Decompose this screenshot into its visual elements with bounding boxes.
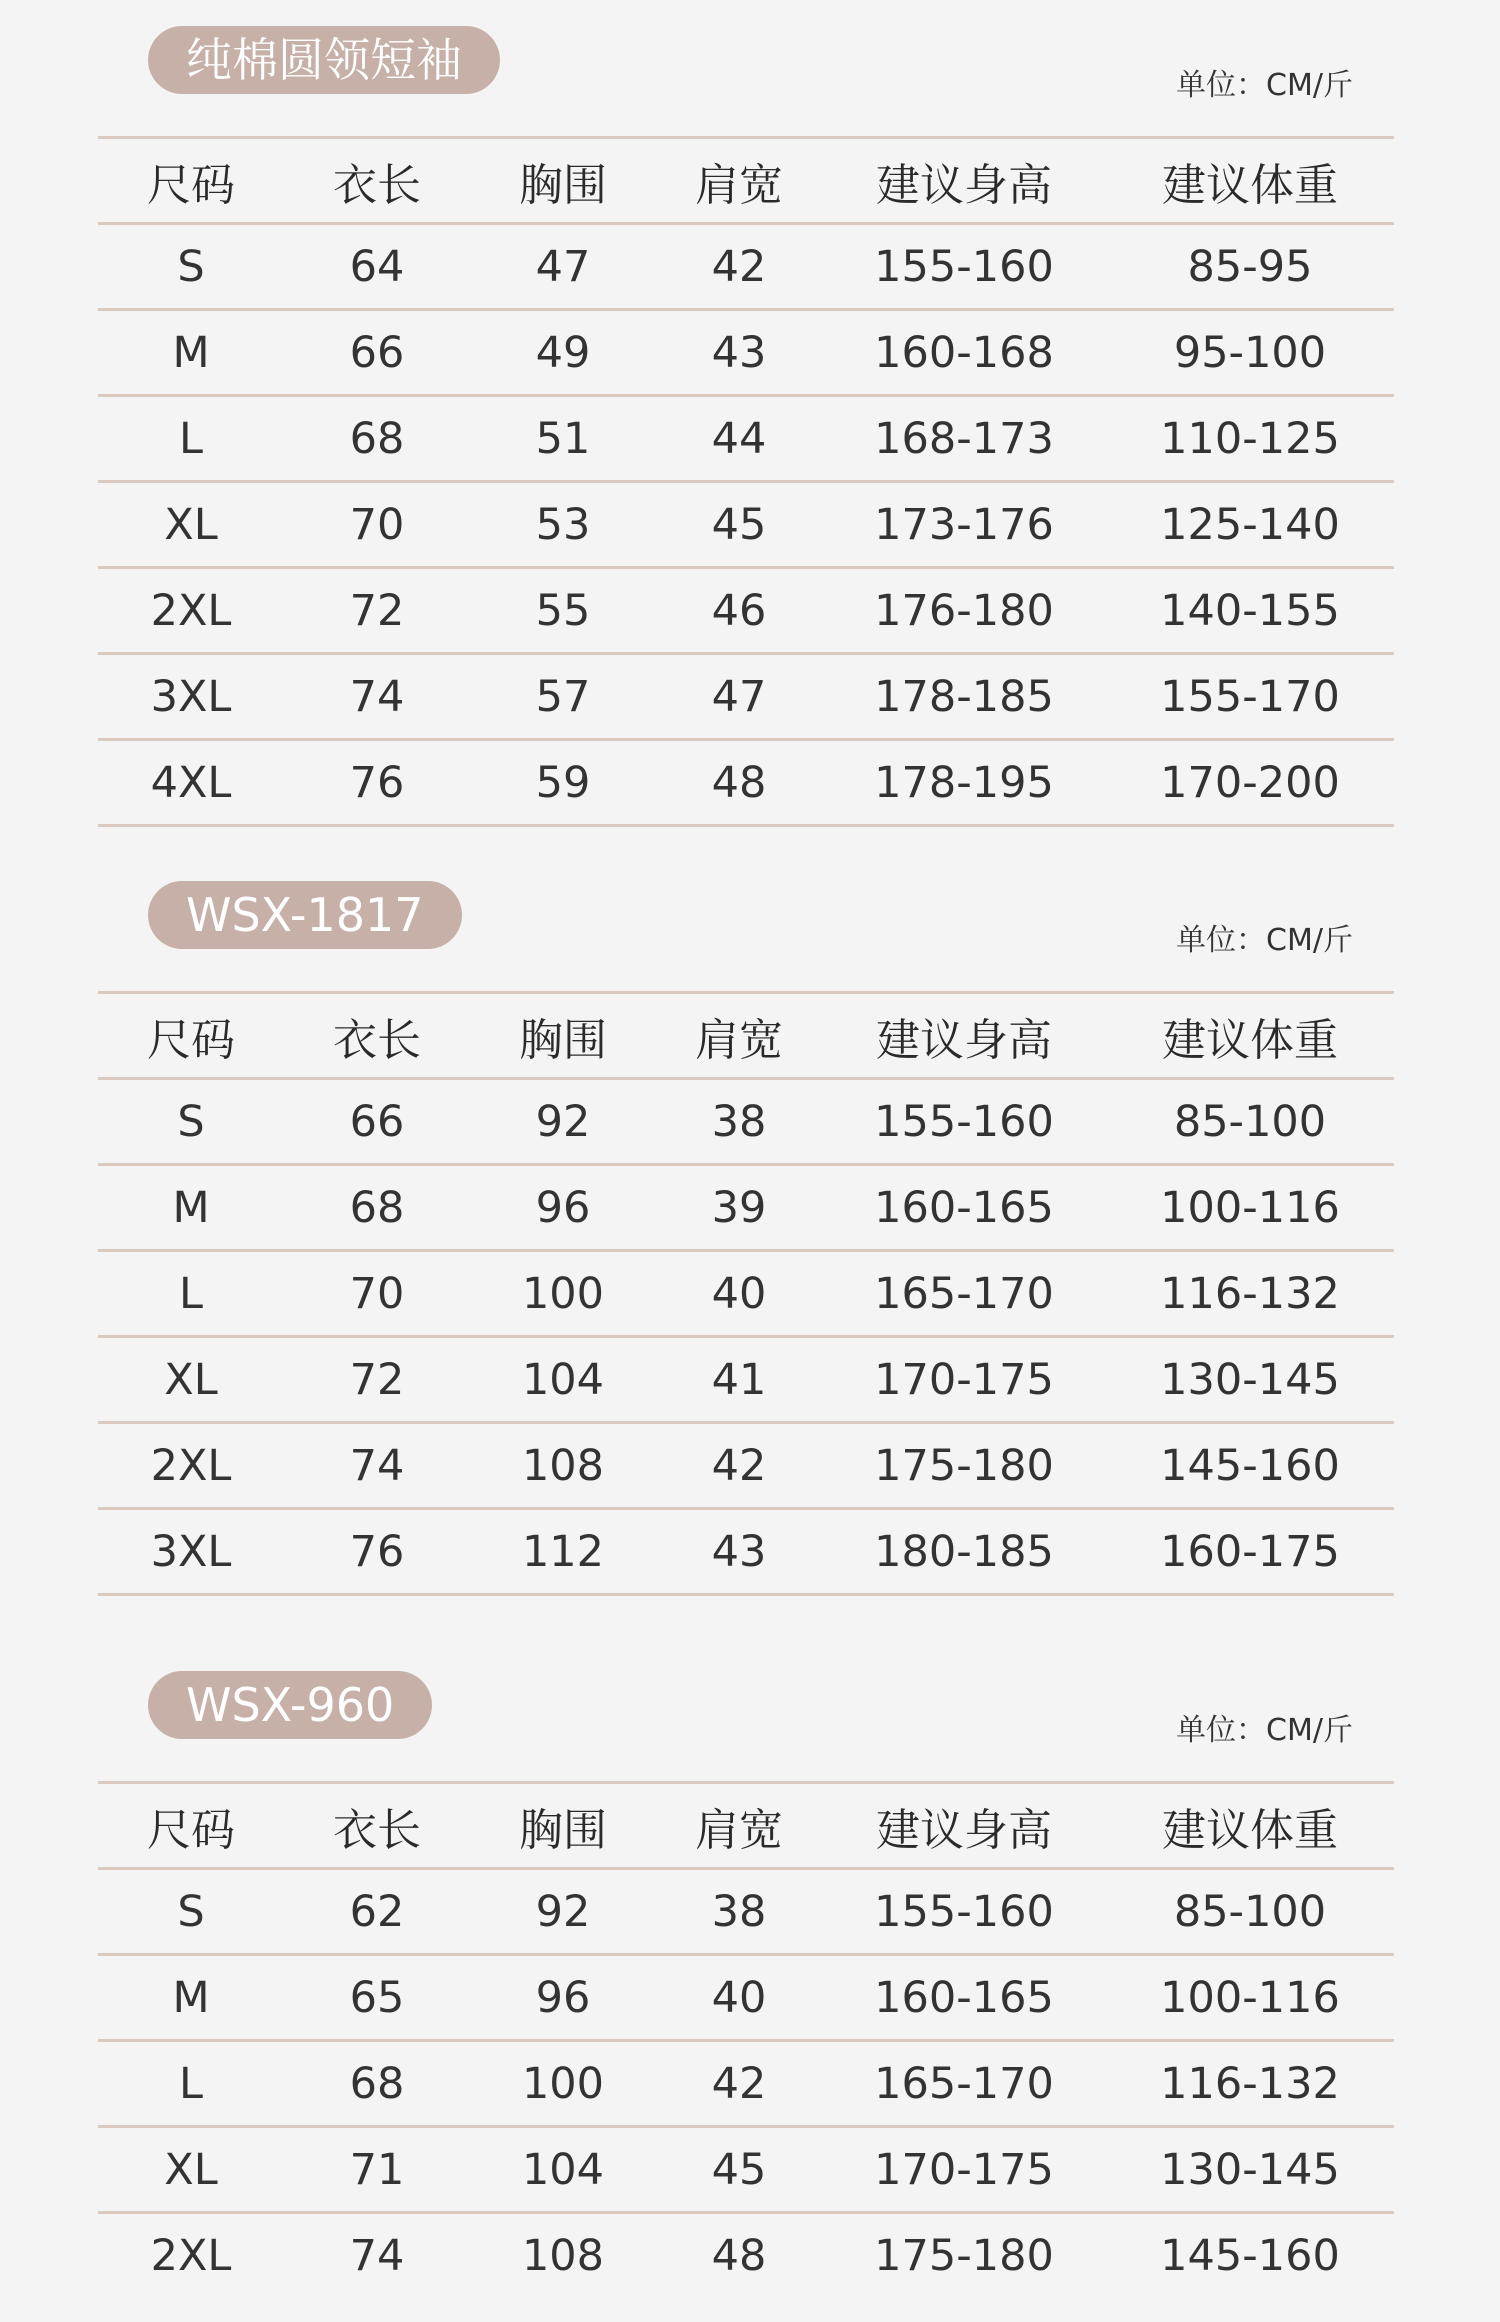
header-size: 尺码: [98, 138, 284, 224]
size-table: [98, 1781, 1394, 2297]
cell-weight: 130-145: [1106, 1337, 1394, 1423]
cell-weight: 155-170: [1106, 654, 1394, 740]
cell-size: 3XL: [98, 1509, 284, 1595]
size-table: [98, 136, 1394, 827]
section-title-pill: WSX-960: [148, 1671, 432, 1739]
cell-shoulder: 47: [656, 654, 822, 740]
table-row: [98, 396, 1394, 482]
table-row: [98, 1079, 1394, 1165]
cell-chest: 92: [470, 1079, 656, 1165]
table-row: [98, 1955, 1394, 2041]
cell-height: 160-165: [822, 1165, 1106, 1251]
cell-height: 160-165: [822, 1955, 1106, 2041]
cell-size: 3XL: [98, 654, 284, 740]
table-row: [98, 224, 1394, 310]
cell-size: XL: [98, 482, 284, 568]
cell-weight: 100-116: [1106, 1955, 1394, 2041]
cell-length: 68: [284, 1165, 470, 1251]
header-size: 尺码: [98, 993, 284, 1079]
cell-weight: 85-100: [1106, 1869, 1394, 1955]
cell-length: 72: [284, 1337, 470, 1423]
cell-height: 178-185: [822, 654, 1106, 740]
cell-size: 4XL: [98, 740, 284, 826]
unit-label: 单位：CM/斤: [1176, 68, 1353, 103]
cell-shoulder: 43: [656, 310, 822, 396]
size-table: [98, 991, 1394, 1596]
cell-size: 2XL: [98, 568, 284, 654]
cell-shoulder: 42: [656, 224, 822, 310]
cell-size: L: [98, 1251, 284, 1337]
table-row: [98, 1337, 1394, 1423]
section-header: [0, 0, 1500, 114]
cell-shoulder: 45: [656, 482, 822, 568]
cell-weight: 85-100: [1106, 1079, 1394, 1165]
size-section-wsx-960: [0, 1645, 1500, 2281]
cell-weight: 116-132: [1106, 2041, 1394, 2127]
cell-size: S: [98, 1869, 284, 1955]
table-row: [98, 2041, 1394, 2127]
cell-size: M: [98, 310, 284, 396]
cell-length: 76: [284, 740, 470, 826]
header-length: 衣长: [284, 138, 470, 224]
cell-length: 66: [284, 310, 470, 396]
cell-size: M: [98, 1955, 284, 2041]
cell-height: 178-195: [822, 740, 1106, 826]
cell-length: 70: [284, 482, 470, 568]
cell-size: L: [98, 396, 284, 482]
cell-length: 66: [284, 1079, 470, 1165]
header-chest: 胸围: [470, 1783, 656, 1869]
cell-size: XL: [98, 2127, 284, 2213]
cell-weight: 95-100: [1106, 310, 1394, 396]
table-row: [98, 654, 1394, 740]
cell-length: 65: [284, 1955, 470, 2041]
cell-weight: 85-95: [1106, 224, 1394, 310]
cell-chest: 47: [470, 224, 656, 310]
header-height: 建议身高: [822, 138, 1106, 224]
cell-weight: 145-160: [1106, 1423, 1394, 1509]
section-header: [0, 1645, 1500, 1759]
cell-shoulder: 38: [656, 1079, 822, 1165]
table-row: [98, 1165, 1394, 1251]
cell-length: 74: [284, 2213, 470, 2298]
cell-chest: 104: [470, 2127, 656, 2213]
cell-height: 165-170: [822, 2041, 1106, 2127]
cell-height: 168-173: [822, 396, 1106, 482]
header-length: 衣长: [284, 993, 470, 1079]
cell-shoulder: 44: [656, 396, 822, 482]
cell-height: 175-180: [822, 1423, 1106, 1509]
size-section-cotton-crew-tee: [0, 0, 1500, 808]
cell-weight: 145-160: [1106, 2213, 1394, 2298]
cell-weight: 110-125: [1106, 396, 1394, 482]
cell-height: 160-168: [822, 310, 1106, 396]
cell-length: 74: [284, 654, 470, 740]
header-row: [98, 993, 1394, 1079]
cell-size: XL: [98, 1337, 284, 1423]
table-row: [98, 568, 1394, 654]
header-height: 建议身高: [822, 1783, 1106, 1869]
table-row: [98, 1869, 1394, 1955]
cell-height: 180-185: [822, 1509, 1106, 1595]
header-size: 尺码: [98, 1783, 284, 1869]
cell-shoulder: 41: [656, 1337, 822, 1423]
cell-shoulder: 42: [656, 2041, 822, 2127]
cell-chest: 100: [470, 2041, 656, 2127]
cell-length: 74: [284, 1423, 470, 1509]
header-shoulder: 肩宽: [656, 993, 822, 1079]
table-row: [98, 2127, 1394, 2213]
cell-height: 155-160: [822, 224, 1106, 310]
cell-length: 76: [284, 1509, 470, 1595]
header-shoulder: 肩宽: [656, 138, 822, 224]
cell-height: 155-160: [822, 1869, 1106, 1955]
header-weight: 建议体重: [1106, 1783, 1394, 1869]
unit-label: 单位：CM/斤: [1176, 923, 1353, 958]
section-title-pill: WSX-1817: [148, 881, 462, 949]
unit-label: 单位：CM/斤: [1176, 1713, 1353, 1748]
cell-shoulder: 48: [656, 2213, 822, 2298]
cell-size: 2XL: [98, 1423, 284, 1509]
section-header: [0, 855, 1500, 969]
cell-length: 68: [284, 2041, 470, 2127]
cell-chest: 51: [470, 396, 656, 482]
table-row: [98, 482, 1394, 568]
cell-weight: 125-140: [1106, 482, 1394, 568]
cell-size: S: [98, 224, 284, 310]
cell-chest: 96: [470, 1165, 656, 1251]
cell-chest: 57: [470, 654, 656, 740]
cell-height: 173-176: [822, 482, 1106, 568]
cell-chest: 104: [470, 1337, 656, 1423]
header-height: 建议身高: [822, 993, 1106, 1079]
cell-chest: 100: [470, 1251, 656, 1337]
table-row: [98, 310, 1394, 396]
cell-height: 176-180: [822, 568, 1106, 654]
cell-chest: 49: [470, 310, 656, 396]
cell-shoulder: 48: [656, 740, 822, 826]
header-length: 衣长: [284, 1783, 470, 1869]
cell-shoulder: 40: [656, 1955, 822, 2041]
cell-shoulder: 43: [656, 1509, 822, 1595]
size-section-wsx-1817: [0, 855, 1500, 1577]
cell-shoulder: 42: [656, 1423, 822, 1509]
cell-height: 175-180: [822, 2213, 1106, 2298]
cell-weight: 140-155: [1106, 568, 1394, 654]
cell-length: 71: [284, 2127, 470, 2213]
cell-length: 64: [284, 224, 470, 310]
table-row: [98, 1509, 1394, 1595]
cell-chest: 53: [470, 482, 656, 568]
cell-shoulder: 40: [656, 1251, 822, 1337]
cell-weight: 116-132: [1106, 1251, 1394, 1337]
cell-height: 170-175: [822, 2127, 1106, 2213]
header-row: [98, 138, 1394, 224]
cell-shoulder: 38: [656, 1869, 822, 1955]
cell-length: 68: [284, 396, 470, 482]
cell-length: 62: [284, 1869, 470, 1955]
table-row: [98, 740, 1394, 826]
table-row: [98, 1423, 1394, 1509]
table-row: [98, 1251, 1394, 1337]
cell-height: 165-170: [822, 1251, 1106, 1337]
cell-chest: 92: [470, 1869, 656, 1955]
header-chest: 胸围: [470, 138, 656, 224]
table-row: [98, 2213, 1394, 2298]
section-title-pill: 纯棉圆领短袖: [148, 26, 500, 94]
cell-weight: 130-145: [1106, 2127, 1394, 2213]
cell-size: L: [98, 2041, 284, 2127]
cell-size: M: [98, 1165, 284, 1251]
cell-shoulder: 39: [656, 1165, 822, 1251]
cell-chest: 59: [470, 740, 656, 826]
cell-length: 70: [284, 1251, 470, 1337]
cell-chest: 112: [470, 1509, 656, 1595]
header-shoulder: 肩宽: [656, 1783, 822, 1869]
header-weight: 建议体重: [1106, 993, 1394, 1079]
cell-size: 2XL: [98, 2213, 284, 2298]
cell-chest: 108: [470, 2213, 656, 2298]
cell-length: 72: [284, 568, 470, 654]
cell-shoulder: 46: [656, 568, 822, 654]
cell-height: 155-160: [822, 1079, 1106, 1165]
cell-weight: 160-175: [1106, 1509, 1394, 1595]
cell-shoulder: 45: [656, 2127, 822, 2213]
cell-weight: 100-116: [1106, 1165, 1394, 1251]
cell-height: 170-175: [822, 1337, 1106, 1423]
header-row: [98, 1783, 1394, 1869]
header-weight: 建议体重: [1106, 138, 1394, 224]
cell-chest: 108: [470, 1423, 656, 1509]
cell-chest: 55: [470, 568, 656, 654]
header-chest: 胸围: [470, 993, 656, 1079]
cell-chest: 96: [470, 1955, 656, 2041]
cell-weight: 170-200: [1106, 740, 1394, 826]
cell-size: S: [98, 1079, 284, 1165]
